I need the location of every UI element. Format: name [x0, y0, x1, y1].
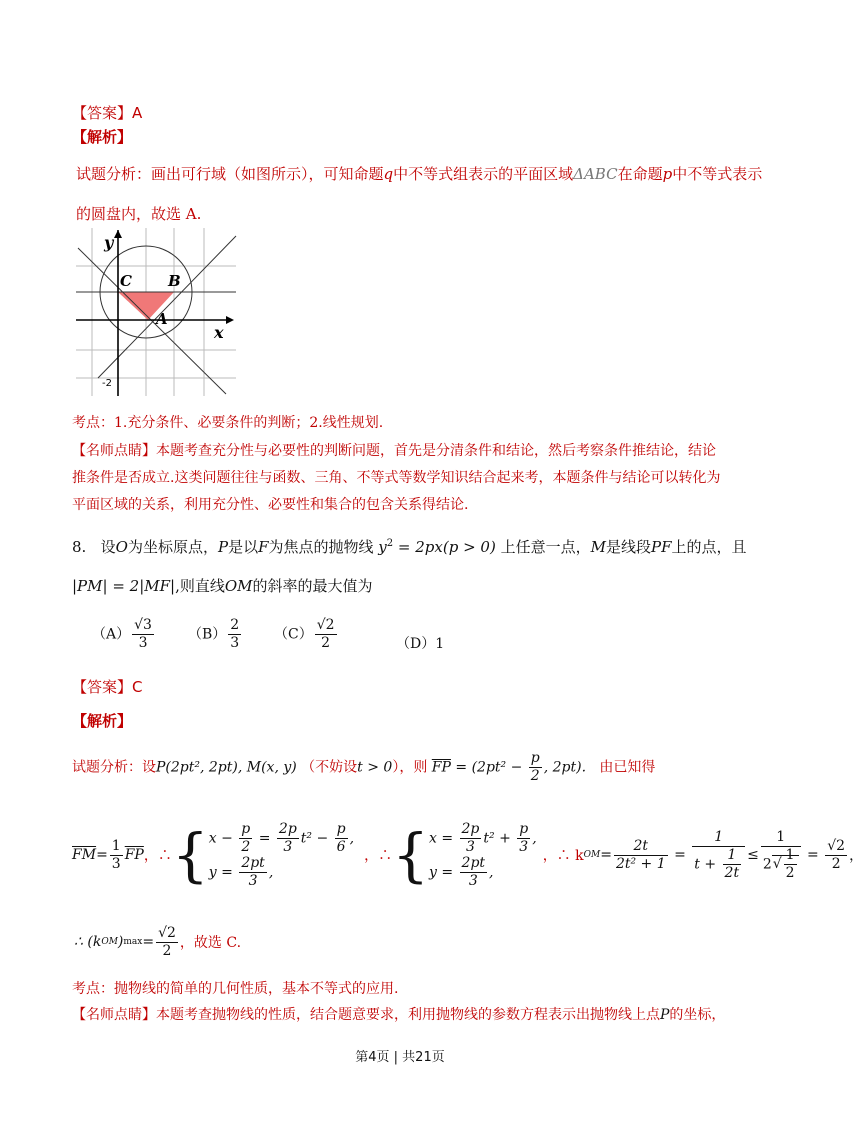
analysis-8-heading: 【解析】: [72, 712, 133, 730]
tick-label-neg2: -2: [102, 378, 112, 389]
question-8-line1: 8. 设O为坐标原点，P是以F为焦点的抛物线 $y^2 = 2px(p > 0)$ 上任意一点，M是线段PF上的点，且: [72, 538, 747, 556]
answer-line: 【答案】A: [72, 104, 143, 122]
analysis-8-line1: 试题分析：设P(2pt², 2pt), M(x, y) （不妨设t > 0），则 $\overline{FP} = (2pt^2$ − $\frac{p}{2}$ , 2pt). 由已知得: [72, 750, 656, 784]
figure-svg: [76, 228, 236, 396]
derivation-row: $\overline{FM}$ = $\frac{1}{3}$ $\overline{FP}$ ，∴ { x − $\frac{p}{2}$ = $\frac{2p}{3}$ t² − $\frac{p}{6}$ , y = $\frac{2pt}{3}$ , ，∴ { x = $\frac{2p}{3}$ t² + $\frac{p}{3}$ , y = $\frac{2pt}{3}$ , ，∴ k OM = $\frac{2t}{\text{2t² + 1}}$ = 1 t + $\frac{1}{2t}$ ≤ 1 2√ $\frac{1}{2}$ = $\frac{√2}{2}$ ，: [72, 821, 863, 889]
option-b[interactable]: （B） $\frac{2}{3}$: [188, 617, 240, 651]
point-a-label: A: [156, 310, 168, 328]
option-c[interactable]: （C） $\frac{√2}{2}$: [274, 617, 335, 651]
option-d[interactable]: （D）1: [396, 636, 445, 652]
teacher-note-8: 【名师点睛】本题考查抛物线的性质，结合题意要求，利用抛物线的参数方程表示出抛物线上点P的坐标，: [72, 1007, 726, 1023]
analysis-text-line2: 的圆盘内，故选 A.: [76, 205, 202, 223]
teacher-note-7-line3: 平面区域的关系，利用充分性、必要性和集合的包含关系得结论.: [72, 497, 469, 513]
analysis-heading: 【解析】: [72, 128, 133, 146]
page-footer: 第4页 | 共21页: [355, 1050, 445, 1065]
answer-8: 【答案】C: [72, 678, 143, 696]
teacher-note-7-line2: 推条件是否成立.这类问题往往与函数、三角、不等式等数学知识结合起来考，本题条件与结论可以转化为: [72, 470, 721, 486]
question-8-line2: |PM| = 2|MF|,则直线OM的斜率的最大值为: [72, 577, 373, 595]
option-a[interactable]: （A） $\frac{√3}{3}$: [92, 617, 152, 651]
point-b-label: B: [168, 272, 181, 290]
teacher-note-7-line1: 【名师点睛】本题考查充分性与必要性的判断问题，首先是分清条件和结论，然后考察条件推结论，结论: [72, 443, 716, 459]
x-axis-label: x: [214, 323, 224, 342]
point-c-label: C: [120, 272, 132, 290]
analysis-text-line1: 试题分析：画出可行域（如图所示），可知命题q中不等式组表示的平面区域ΔABC在命题p中不等式表示: [76, 165, 763, 183]
kaodian-7: 考点：1.充分条件、必要条件的判断；2.线性规划.: [72, 415, 384, 431]
y-axis-label: y: [104, 233, 114, 252]
conclusion-8: ∴ (k OM ) max = $\frac{√2}{2}$ ，故选 C.: [74, 924, 242, 959]
kaodian-8: 考点：抛物线的简单的几何性质，基本不等式的应用.: [72, 981, 399, 997]
feasible-region-figure: [76, 228, 236, 396]
